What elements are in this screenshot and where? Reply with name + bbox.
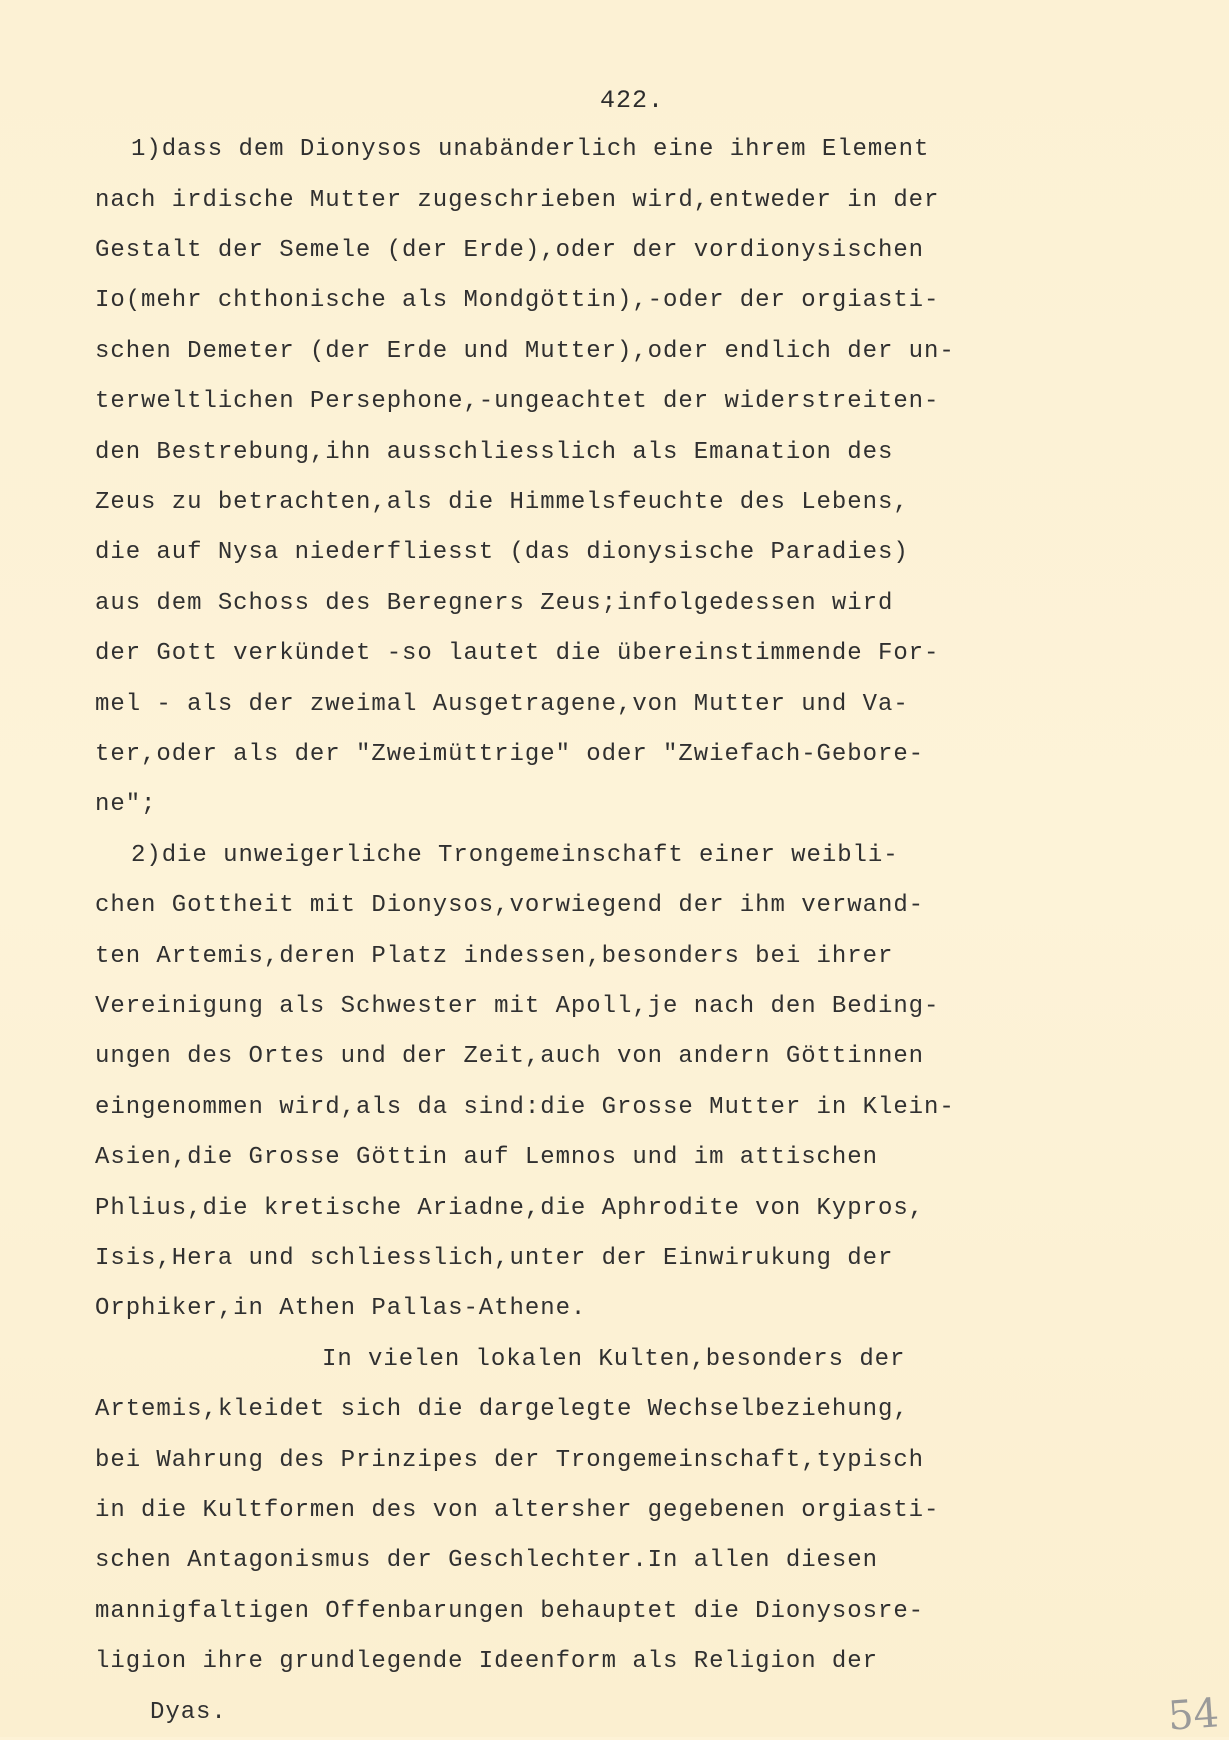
text-line: Asien,die Grosse Göttin auf Lemnos und im attischen <box>95 1144 878 1171</box>
page-number: 422. <box>600 86 665 115</box>
margin-annotation: 54 <box>1166 1690 1221 1740</box>
text-line: terweltlichen Persephone,-ungeachtet der widerstreiten- <box>95 388 940 415</box>
text-line: Vereinigung als Schwester mit Apoll,je nach den Beding- <box>95 993 940 1020</box>
text-line: Artemis,kleidet sich die dargelegte Wechselbeziehung, <box>95 1396 909 1423</box>
text-line: In vielen lokalen Kulten,besonders der <box>322 1346 906 1373</box>
text-line: der Gott verkündet -so lautet die übereinstimmende For- <box>95 640 940 667</box>
text-line: schen Demeter (der Erde und Mutter),oder endlich der un- <box>95 338 955 365</box>
text-line: chen Gottheit mit Dionysos,vorwiegend der ihm verwand- <box>95 892 925 919</box>
text-line: ter,oder als der "Zweimüttrige" oder "Zwiefach-Gebore- <box>95 741 925 768</box>
text-line: ten Artemis,deren Platz indessen,besonders bei ihrer <box>95 943 894 970</box>
text-line: eingenommen wird,als da sind:die Grosse Mutter in Klein- <box>95 1094 955 1121</box>
text-line: ne"; <box>95 791 157 818</box>
text-line: bei Wahrung des Prinzipes der Trongemeinschaft,typisch <box>95 1447 925 1474</box>
text-line: in die Kultformen des von altersher gegebenen orgiasti- <box>95 1497 940 1524</box>
text-line: Zeus zu betrachten,als die Himmelsfeuchte des Lebens, <box>95 489 909 516</box>
text-line: Phlius,die kretische Ariadne,die Aphrodite von Kypros, <box>95 1195 925 1222</box>
text-line: schen Antagonismus der Geschlechter.In allen diesen <box>95 1547 878 1574</box>
text-line: Isis,Hera und schliesslich,unter der Einwirukung der <box>95 1245 894 1272</box>
text-line: Gestalt der Semele (der Erde),oder der vordionysischen <box>95 237 925 264</box>
text-line: nach irdische Mutter zugeschrieben wird,entweder in der <box>95 187 940 214</box>
text-line: den Bestrebung,ihn ausschliesslich als Emanation des <box>95 439 894 466</box>
text-line: aus dem Schoss des Beregners Zeus;infolgedessen wird <box>95 590 894 617</box>
text-line: Io(mehr chthonische als Mondgöttin),-oder der orgiasti- <box>95 287 940 314</box>
text-line: 2)die unweigerliche Trongemeinschaft einer weibli- <box>131 842 899 869</box>
text-line: mel - als der zweimal Ausgetragene,von Mutter und Va- <box>95 691 909 718</box>
text-line: die auf Nysa niederfliesst (das dionysische Paradies) <box>95 539 909 566</box>
text-line: ligion ihre grundlegende Ideenform als Religion der <box>95 1648 878 1675</box>
text-line: Orphiker,in Athen Pallas-Athene. <box>95 1295 587 1322</box>
text-line: mannigfaltigen Offenbarungen behauptet die Dionysosre- <box>95 1598 925 1625</box>
text-line: ungen des Ortes und der Zeit,auch von andern Göttinnen <box>95 1043 925 1070</box>
text-line: 1)dass dem Dionysos unabänderlich eine ihrem Element <box>131 136 930 163</box>
text-line: Dyas. <box>150 1699 227 1726</box>
